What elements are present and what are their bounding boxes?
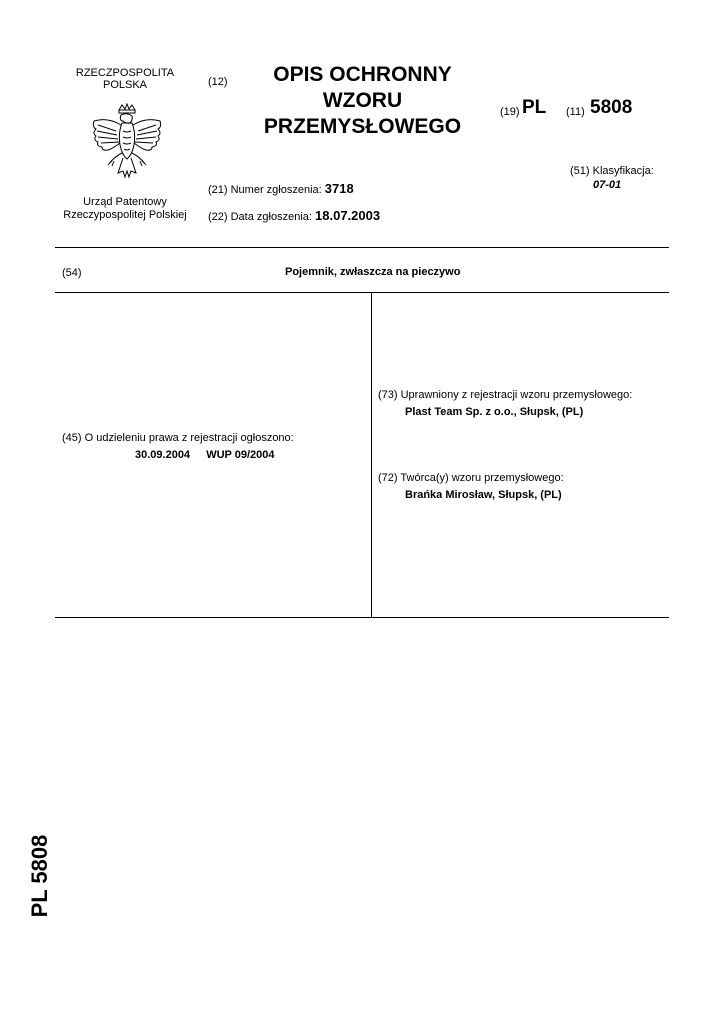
country-line2: POLSKA (102, 79, 148, 91)
grant-label: (45) O udzieleniu prawa z rejestracji ogłoszono: (62, 432, 294, 444)
code-12: (12) (208, 76, 228, 88)
title-line1: OPIS OCHRONNY (273, 63, 452, 86)
application-date-value: 18.07.2003 (315, 208, 381, 223)
design-title: Pojemnik, zwłaszcza na pieczywo (285, 266, 461, 278)
office-name (55, 196, 195, 222)
title-rule (55, 292, 669, 293)
country-line1: RZECZPOSPOLITA (75, 67, 175, 79)
bottom-rule (55, 617, 669, 618)
grant-publication (135, 449, 274, 461)
code-19: (19) (500, 106, 520, 118)
column-divider (371, 292, 372, 617)
publication-number: 5808 (590, 97, 633, 118)
code-11: (11) (566, 106, 585, 118)
side-publication-label: PL 5808 (27, 834, 52, 918)
title-line3: PRZEMYSŁOWEGO (263, 115, 462, 138)
creator-label: (72) Twórca(y) wzoru przemysłowego: (378, 472, 564, 484)
holder-label: (73) Uprawniony z rejestracji wzoru przemysłowego: (378, 389, 633, 401)
office-line1: Urząd Patentowy (83, 196, 167, 208)
classification-value: 07-01 (593, 179, 622, 191)
eagle-icon (88, 103, 166, 185)
application-number-label: (21) Numer zgłoszenia: (208, 184, 322, 196)
application-number-value: 3718 (324, 181, 354, 196)
application-date (208, 208, 380, 223)
application-number (208, 181, 354, 196)
grant-bulletin: WUP 09/2004 (206, 449, 275, 461)
grant-date: 30.09.2004 (135, 449, 191, 461)
title-line2: WZORU (322, 89, 403, 112)
polish-eagle-emblem (88, 103, 166, 185)
country-code: PL (522, 97, 547, 118)
classification-label: (51) Klasyfikacja: (570, 165, 654, 177)
top-rule (55, 247, 669, 248)
holder-value: Plast Team Sp. z o.o., Słupsk, (PL) (405, 406, 584, 418)
office-line2: Rzeczypospolitej Polskiej (63, 209, 187, 221)
document-title (245, 62, 480, 140)
office-country (60, 67, 190, 91)
application-date-label: (22) Data zgłoszenia: (208, 211, 312, 223)
title-code: (54) (62, 267, 82, 279)
creator-value: Brańka Mirosław, Słupsk, (PL) (405, 489, 562, 501)
